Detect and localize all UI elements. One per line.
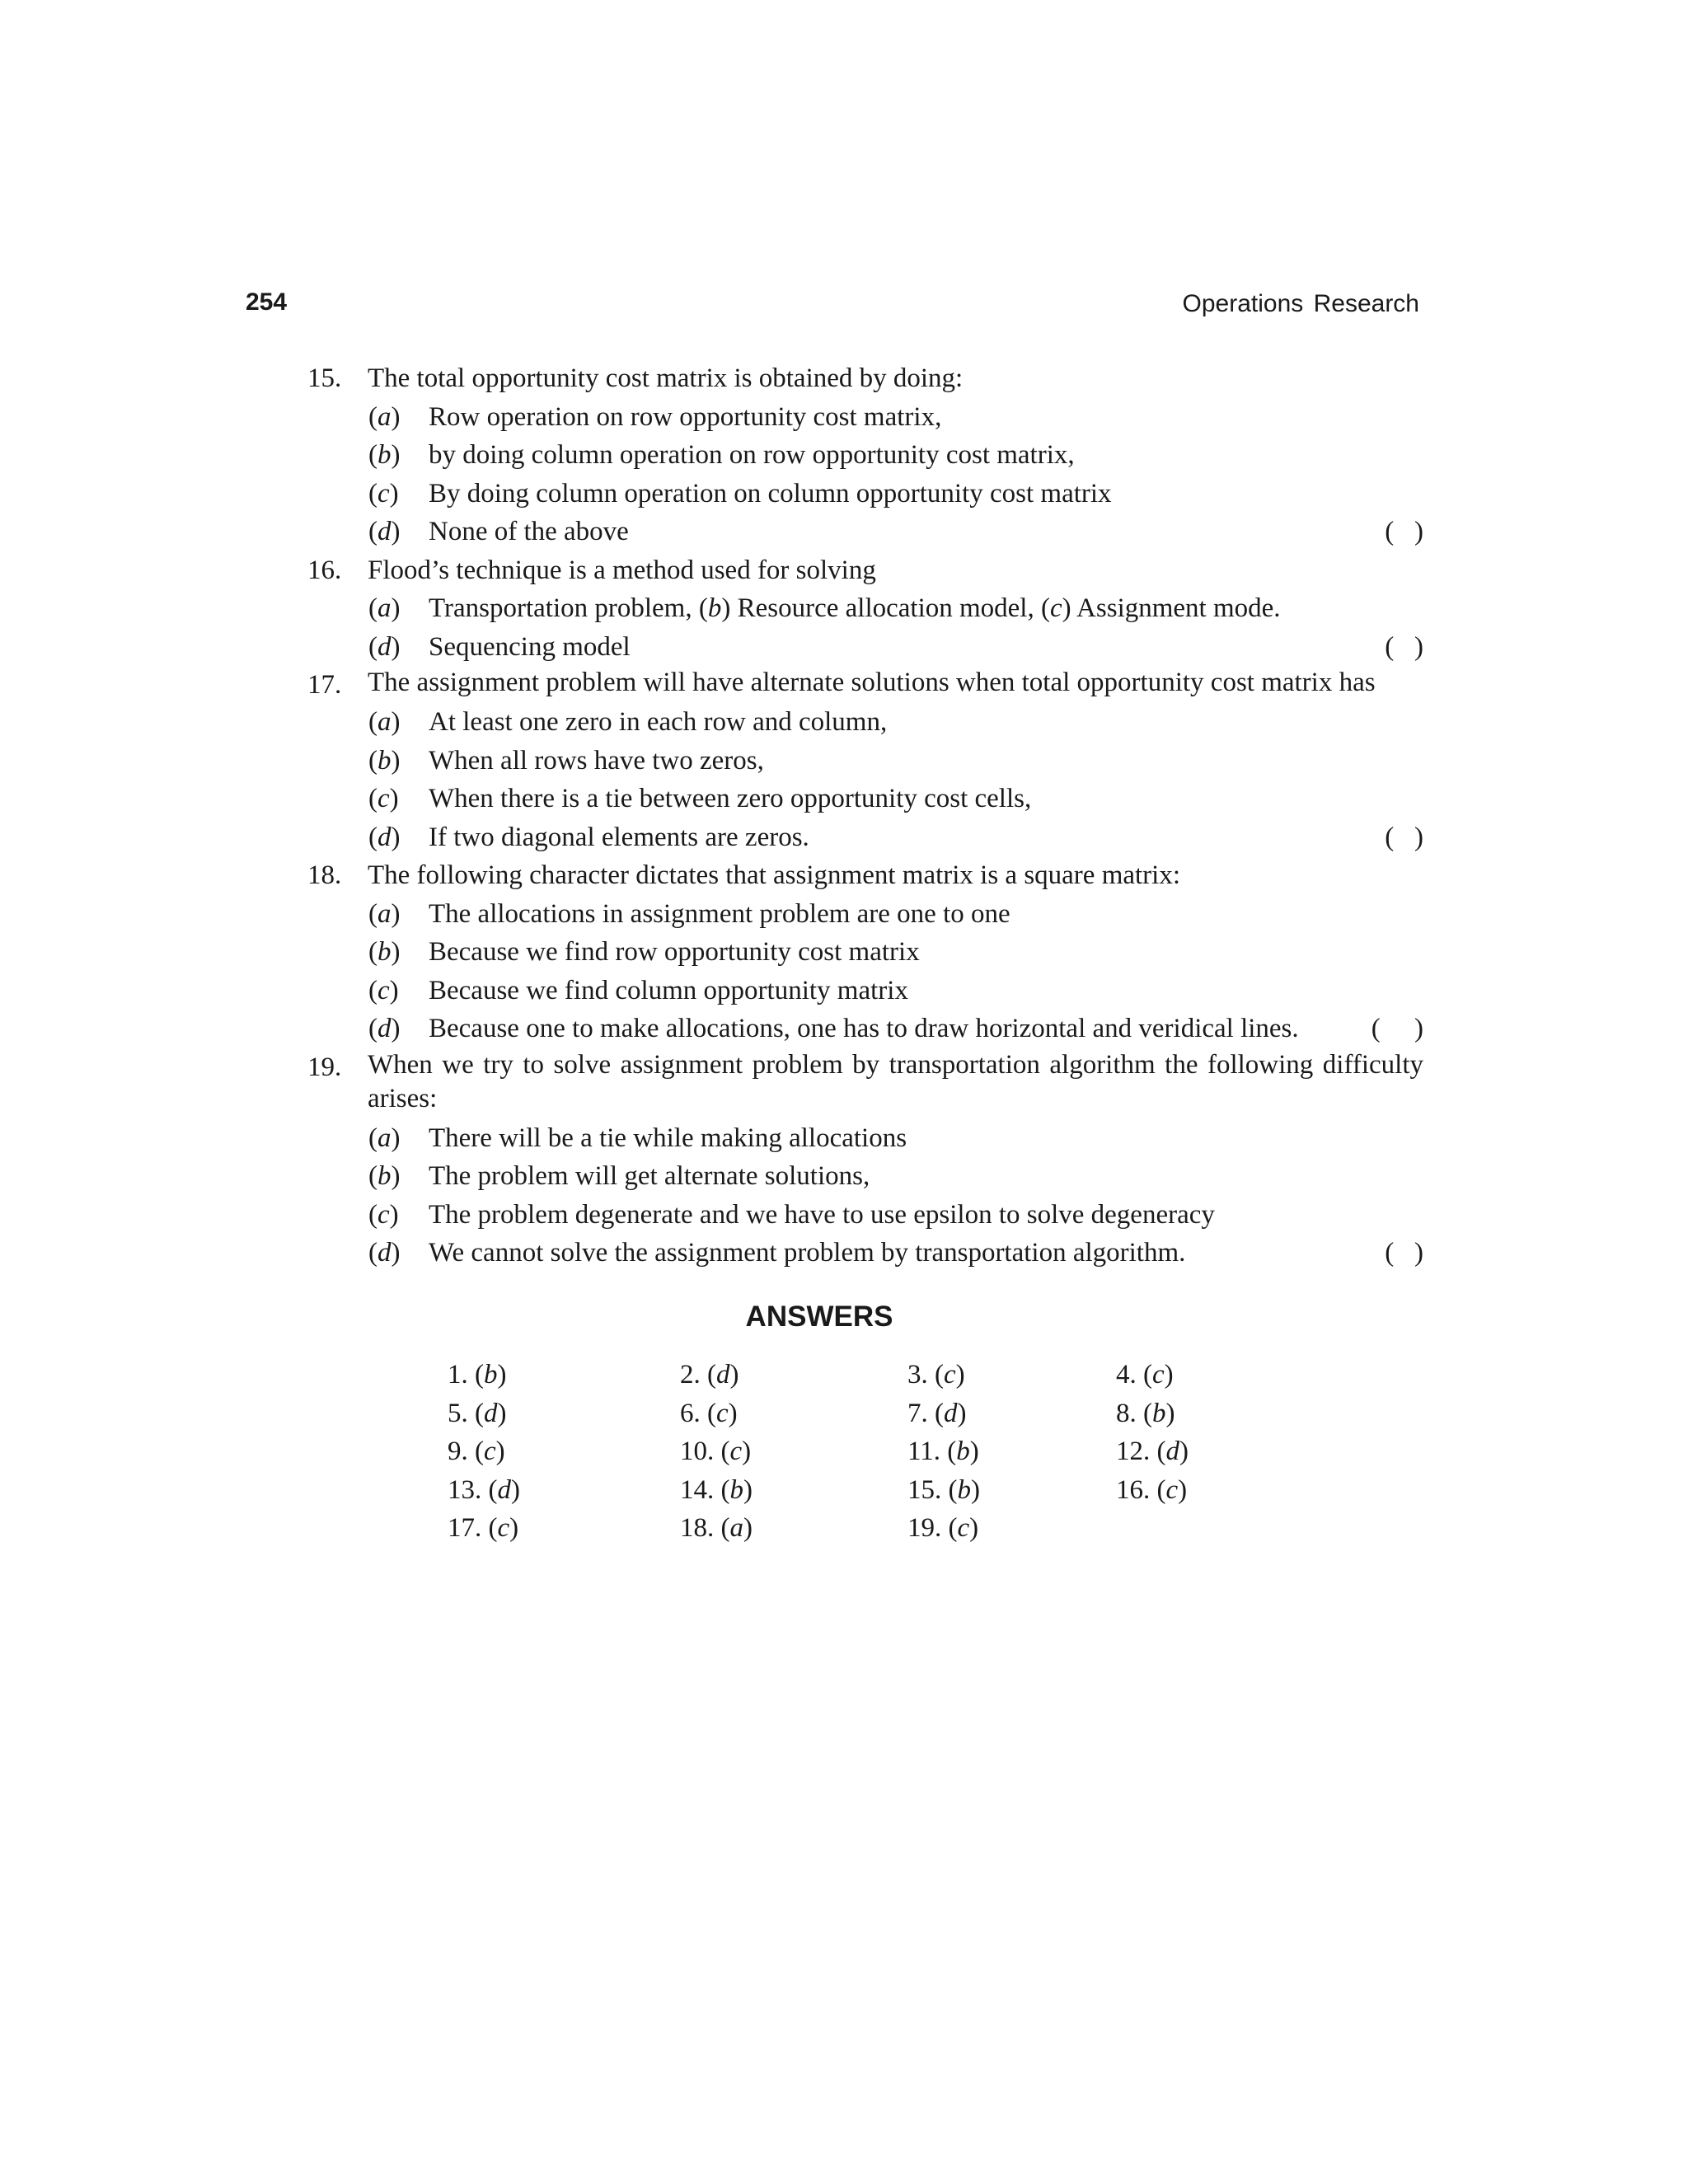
question-text: The following character dictates that assignment matrix is a square matrix: <box>368 860 1181 890</box>
option-text: The problem degenerate and we have to use epsilon to solve degeneracy <box>429 1199 1215 1230</box>
option-letter: (a) <box>368 593 401 623</box>
answer-item: 12. (d) <box>1116 1436 1189 1466</box>
option-d <box>307 818 1423 857</box>
option-a <box>307 895 1423 934</box>
answer-blank: ( ) <box>1385 822 1423 852</box>
option-a <box>307 1119 1423 1158</box>
option-letter: (b) <box>368 745 401 776</box>
option-text: When there is a tie between zero opportunity cost cells, <box>429 784 1032 813</box>
question-text: When we try to solve assignment problem by transportation algorithm the following difficulty arises: <box>368 1049 1423 1113</box>
option-d <box>307 513 1423 551</box>
question-stem <box>307 1048 1423 1119</box>
question-stem <box>307 551 1423 590</box>
question-number: 18. <box>307 860 342 890</box>
question-text: Flood’s technique is a method used for solving <box>368 555 876 585</box>
option-d <box>307 628 1423 667</box>
option-letter: (d) <box>368 631 401 662</box>
option-text: We cannot solve the assignment problem by transportation algorithm. <box>429 1238 1186 1268</box>
option-letter: (d) <box>368 1238 401 1268</box>
option-text: When all rows have two zeros, <box>429 745 764 776</box>
answer-item: 3. (c) <box>907 1360 965 1390</box>
question-number: 15. <box>307 363 342 393</box>
question-number: 19. <box>307 1052 342 1082</box>
answer-item: 11. (b) <box>907 1436 979 1466</box>
question-number: 17. <box>307 670 342 700</box>
question-text: The total opportunity cost matrix is obtained by doing: <box>368 363 964 393</box>
option-letter: (a) <box>368 1122 401 1153</box>
option-a <box>307 398 1423 437</box>
option-text: Because we find column opportunity matrix <box>429 975 908 1005</box>
answer-item: 2. (d) <box>680 1360 739 1390</box>
option-letter: (c) <box>368 478 399 509</box>
option-letter: (b) <box>368 937 401 967</box>
answer-blank: ( ) <box>1385 517 1423 546</box>
option-letter: (b) <box>368 440 401 470</box>
answer-item: 8. (b) <box>1116 1398 1175 1428</box>
option-text: Because one to make allocations, one has to draw horizontal and veridical lines. <box>429 1014 1299 1043</box>
question-text: The assignment problem will have alternate solutions when total opportunity cost matrix has <box>368 668 1376 697</box>
option-b <box>307 933 1423 972</box>
option-text: Because we find row opportunity cost matrix <box>429 937 920 967</box>
answer-item: 18. (a) <box>680 1513 753 1543</box>
option-letter: (b) <box>368 1161 401 1191</box>
option-text: Row operation on row opportunity cost matrix, <box>429 401 942 432</box>
answer-item: 5. (d) <box>448 1398 507 1428</box>
question-stem <box>307 666 1423 703</box>
answer-item: 19. (c) <box>907 1513 979 1543</box>
option-text: Transportation problem, (b) Resource allocation model, (c) Assignment mode. <box>429 593 1281 623</box>
answer-item: 7. (d) <box>907 1398 967 1428</box>
option-text: The allocations in assignment problem are one to one <box>429 898 1010 929</box>
option-b <box>307 742 1423 780</box>
option-c <box>307 475 1423 513</box>
option-letter: (d) <box>368 822 401 852</box>
question-number: 16. <box>307 555 342 585</box>
answer-blank: ( ) <box>1371 1014 1423 1043</box>
answer-item: 17. (c) <box>448 1513 519 1543</box>
answer-item: 14. (b) <box>680 1474 753 1505</box>
option-c <box>307 1196 1423 1235</box>
answer-item: 6. (c) <box>680 1398 738 1428</box>
option-text: There will be a tie while making allocations <box>429 1122 907 1153</box>
option-a <box>307 589 1423 628</box>
option-b <box>307 1157 1423 1196</box>
option-letter: (a) <box>368 707 401 737</box>
option-b <box>307 436 1423 475</box>
option-letter: (d) <box>368 1014 401 1043</box>
option-text: If two diagonal elements are zeros. <box>429 822 809 852</box>
option-text: By doing column operation on column opportunity cost matrix <box>429 478 1112 509</box>
option-letter: (c) <box>368 784 399 813</box>
question-list <box>307 359 1423 1272</box>
question-stem <box>307 359 1423 398</box>
option-text: At least one zero in each row and column, <box>429 707 888 737</box>
page-number: 254 <box>246 288 288 316</box>
answer-blank: ( ) <box>1385 1238 1423 1268</box>
question-stem <box>307 856 1423 895</box>
answer-item: 4. (c) <box>1116 1360 1174 1390</box>
answer-item: 10. (c) <box>680 1436 752 1466</box>
option-letter: (c) <box>368 975 399 1005</box>
answer-item: 9. (c) <box>448 1436 505 1466</box>
option-d <box>307 1234 1423 1272</box>
option-d <box>307 1010 1423 1048</box>
answer-blank: ( ) <box>1385 631 1423 662</box>
option-text: The problem will get alternate solutions, <box>429 1161 870 1191</box>
answer-item: 13. (d) <box>448 1474 520 1505</box>
option-letter: (a) <box>368 898 401 929</box>
option-a <box>307 703 1423 742</box>
answer-item: 16. (c) <box>1116 1474 1188 1505</box>
option-text: Sequencing model <box>429 631 631 662</box>
option-c <box>307 972 1423 1010</box>
option-letter: (c) <box>368 1199 399 1230</box>
option-letter: (d) <box>368 517 401 546</box>
answer-item: 15. (b) <box>907 1474 980 1505</box>
option-c <box>307 780 1423 818</box>
answer-item: 1. (b) <box>448 1360 507 1390</box>
option-text: None of the above <box>429 517 629 546</box>
running-header-title: Operations Research <box>1182 290 1419 317</box>
answers-heading: ANSWERS <box>745 1301 893 1333</box>
option-letter: (a) <box>368 401 401 432</box>
option-text: by doing column operation on row opportunity cost matrix, <box>429 440 1075 470</box>
